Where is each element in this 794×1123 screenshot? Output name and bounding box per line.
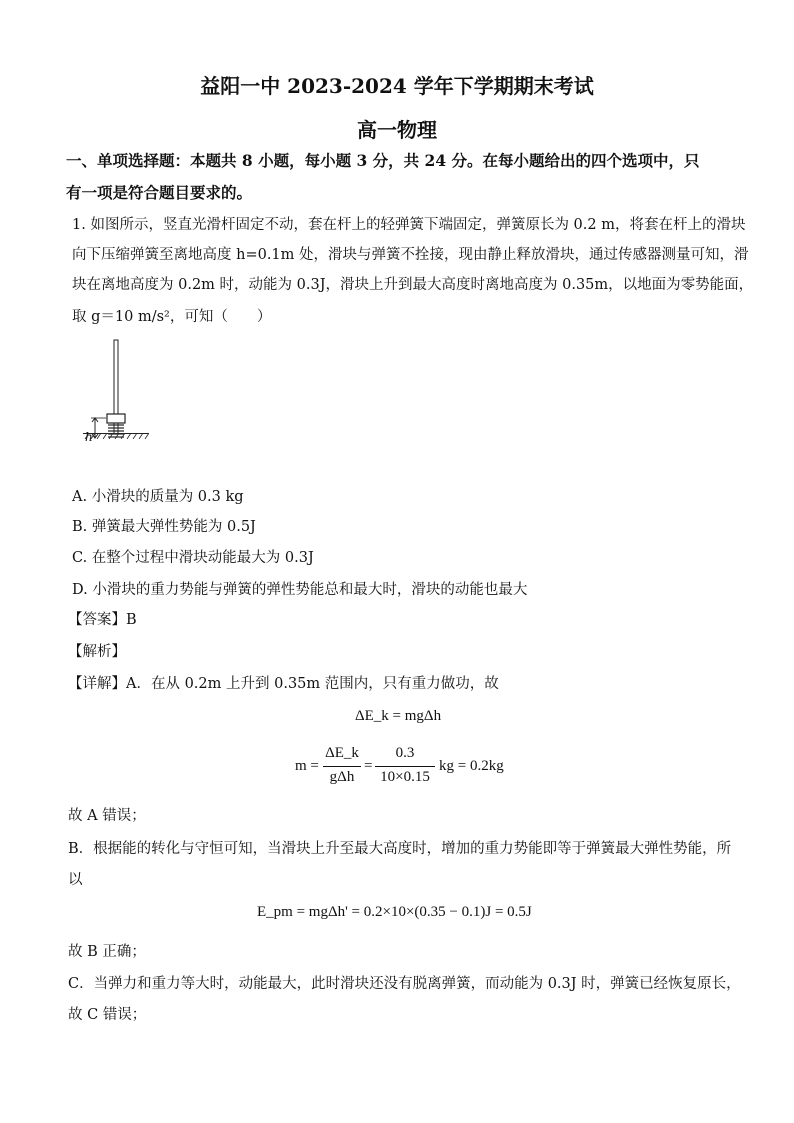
question-line2: 向下压缩弹簧至离地高度 h=0.1m 处，滑块与弹簧不拴接，现由静止释放滑块，通过传感器测量可知，滑: [72, 247, 749, 263]
option-a: A. 小滑块的质量为 0.3 kg: [72, 489, 244, 505]
spring-rod-figure: [80, 338, 152, 440]
equation-2-mid: =: [364, 758, 373, 774]
fraction-bar-1: [323, 766, 361, 767]
section-heading-line1: 一、单项选择题：本题共 8 小题，每小题 3 分，共 24 分。在每小题给出的四个选项中，只: [66, 151, 700, 170]
slider-block: [107, 414, 125, 423]
section-heading-line2: 有一项是符合题目要求的。: [66, 183, 253, 202]
equation-3: E_pm = mgΔh' = 0.2×10×(0.35 − 0.1)J = 0.5J: [257, 904, 532, 920]
question-line4: 取 g＝10 m/s²，可知（ ）: [72, 309, 272, 325]
equation-2-num1: ΔE_k: [325, 745, 359, 761]
equation-2-right: kg = 0.2kg: [439, 758, 504, 774]
exam-subject: 高一物理: [357, 118, 437, 142]
analysis-label: 【解析】: [68, 644, 126, 660]
conclusion-b: 故 B 正确；: [68, 944, 146, 960]
option-c: C. 在整个过程中滑块动能最大为 0.3J: [72, 550, 314, 566]
equation-2-den1: gΔh: [329, 769, 355, 785]
option-b: B. 弹簧最大弹性势能为 0.5J: [72, 519, 256, 535]
detail-b-line2: 以: [68, 872, 83, 888]
equation-1: ΔE_k = mgΔh: [355, 708, 442, 724]
question-line1: 1. 如图所示，竖直光滑杆固定不动，套在杆上的轻弹簧下端固定，弹簧原长为 0.2 m，将套在杆上的滑块: [72, 217, 746, 233]
detail-c-line2: 故 C 错误；: [68, 1007, 147, 1023]
detail-b-line1: B．根据能的转化与守恒可知，当滑块上升至最大高度时，增加的重力势能即等于弹簧最大弹性势能，所: [68, 841, 732, 857]
detail-a: 【详解】A．在从 0.2m 上升到 0.35m 范围内，只有重力做功，故: [68, 676, 499, 692]
ground-hatch: [83, 433, 149, 439]
equation-2-num2: 0.3: [395, 745, 415, 761]
equation-2-left: m =: [295, 758, 319, 774]
option-d: D. 小滑块的重力势能与弹簧的弹性势能总和最大时，滑块的动能也最大: [72, 582, 528, 598]
figure-h-label: h: [85, 430, 93, 444]
conclusion-a: 故 A 错误；: [68, 808, 146, 824]
answer-line: 【答案】B: [68, 612, 137, 628]
equation-2-den2: 10×0.15: [380, 769, 430, 785]
fraction-bar-2: [375, 766, 435, 767]
detail-c-line1: C．当弹力和重力等大时，动能最大，此时滑块还没有脱离弹簧，而动能为 0.3J 时，弹簧已经恢复原长，: [68, 976, 741, 992]
exam-title: 益阳一中 2023-2024 学年下学期期末考试: [200, 74, 594, 98]
question-line3: 块在离地高度为 0.2m 时，动能为 0.3J，滑块上升到最大高度时离地高度为 0.35m，以地面为零势能面，: [72, 277, 754, 293]
